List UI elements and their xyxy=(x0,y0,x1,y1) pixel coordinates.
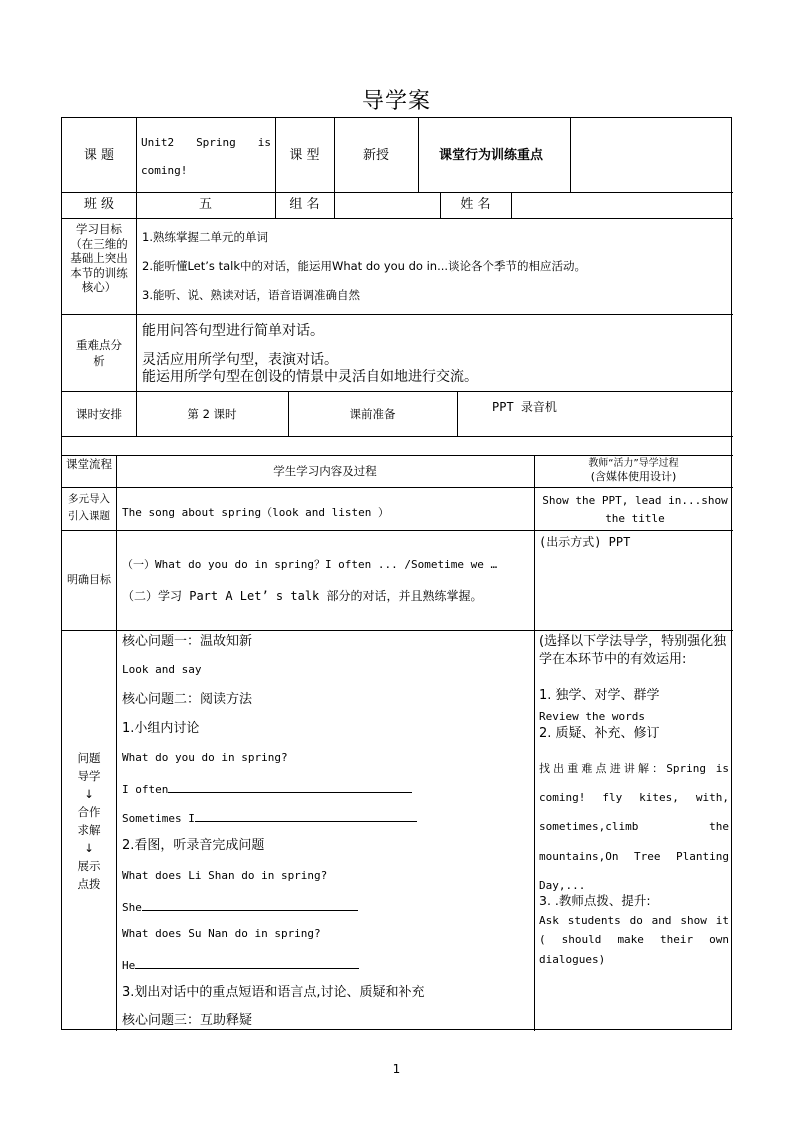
teacher-method-intro: (选择以下学法导学，特别强化独学在本环节中的有效运用: xyxy=(539,634,727,667)
schedule-value: 第 2 课时 xyxy=(187,407,237,421)
intro-content: The song about spring（look and listen ） xyxy=(122,506,390,519)
answer-often: I often xyxy=(122,780,412,798)
core-question-2: 核心问题二：阅读方法 xyxy=(122,692,253,707)
answer-he-blank xyxy=(135,956,359,969)
course-label: 课 题 xyxy=(83,148,115,163)
teacher-review: Review the words xyxy=(539,710,645,723)
goals-label: 明确目标 xyxy=(67,573,111,586)
schedule-label: 课时安排 xyxy=(76,407,122,421)
lesson-plan-table xyxy=(61,117,732,1030)
look-and-say: Look and say xyxy=(122,663,202,676)
intro-label: 多元导入引入课题 xyxy=(68,493,110,522)
question-su-nan: What does Su Nan do in spring? xyxy=(122,927,321,940)
listen-task: 2.看图，听录音完成问题 xyxy=(122,838,265,853)
objective-item-3: 3.能听、说、熟读对话，语音语调准确自然 xyxy=(142,288,360,302)
objectives-label: 学习目标（在三维的基础上突出本节的训练核心） xyxy=(70,222,128,294)
goals-line-1: （一）What do you do in spring？I often ... /Sometime we … xyxy=(122,558,498,571)
goals-line-2: （二）学习 Part A Let’ s talk 部分的对话，并且熟练掌握。 xyxy=(122,589,483,603)
flow-header-col3-line2: (含媒体使用设计) xyxy=(590,470,677,483)
key-points-label: 重难点分析 xyxy=(76,338,122,368)
teacher-guide-text: Ask students do and show it ( should make their own dialogues) xyxy=(539,914,729,966)
answer-she-blank xyxy=(142,898,358,911)
goals-teacher: (出示方式) PPT xyxy=(539,535,631,549)
prep-value: PPT 录音机 xyxy=(492,400,557,414)
teacher-method-2: 2. 质疑、补充、修订 xyxy=(539,726,660,741)
key-point-1: 能用问答句型进行简单对话。 xyxy=(142,323,324,339)
teacher-method-1: 1. 独学、对学、群学 xyxy=(539,688,660,703)
underline-task: 3.划出对话中的重点短语和语言点,讨论、质疑和补充 xyxy=(122,985,425,1000)
flow-header-col2: 学生学习内容及过程 xyxy=(273,464,377,478)
teacher-guide-heading: 3. .教师点拨、提升: xyxy=(539,893,651,908)
flow-header-col3-line1: 教师“活力”导学过程 xyxy=(588,458,679,469)
answer-often-blank xyxy=(168,780,412,793)
type-value: 新授 xyxy=(362,148,389,163)
course-value: Unit2 Spring is coming! xyxy=(141,136,271,177)
question-spring: What do you do in spring? xyxy=(122,751,288,764)
focus-label: 课堂行为训练重点 xyxy=(439,148,544,163)
objective-item-2: 2.能听懂Let’s talk中的对话，能运用What do you do in...谈论各个季节的相应活动。 xyxy=(142,259,587,273)
page-number: 1 xyxy=(392,1062,401,1076)
main-section-label: 问题 导学 ↓ 合作 求解 ↓ 展示 点拨 xyxy=(77,751,101,891)
key-point-2: 灵活应用所学句型，表演对话。 xyxy=(142,352,338,368)
core-question-1: 核心问题一：温故知新 xyxy=(122,634,253,649)
answer-sometimes-blank xyxy=(195,809,417,822)
page-title: 导学案 xyxy=(361,89,431,114)
flow-header-col1: 课堂流程 xyxy=(66,457,112,471)
name-label: 姓 名 xyxy=(460,197,491,212)
intro-teacher: Show the PPT, lead in...show the title xyxy=(542,494,728,525)
question-li-shan: What does Li Shan do in spring? xyxy=(122,869,328,882)
class-label: 班 级 xyxy=(83,197,115,212)
objective-item-1: 1.熟练掌握二单元的单词 xyxy=(142,230,268,244)
class-value: 五 xyxy=(198,197,212,212)
teacher-key-points: 找出重难点进讲解：Spring is coming! fly kites, with, sometimes,climb the mountains,On Tree Planting Day,... xyxy=(539,762,729,892)
answer-sometimes: Sometimes I xyxy=(122,809,417,827)
prep-label: 课前准备 xyxy=(349,407,396,421)
core-question-3: 核心问题三：互助释疑 xyxy=(122,1013,253,1028)
type-label: 课 型 xyxy=(289,148,320,163)
answer-he: He xyxy=(122,956,359,974)
group-discussion: 1.小组内讨论 xyxy=(122,721,200,736)
key-point-3: 能运用所学句型在创设的情景中灵活自如地进行交流。 xyxy=(142,369,478,385)
answer-she: She xyxy=(122,898,358,916)
group-label: 组 名 xyxy=(289,197,320,212)
